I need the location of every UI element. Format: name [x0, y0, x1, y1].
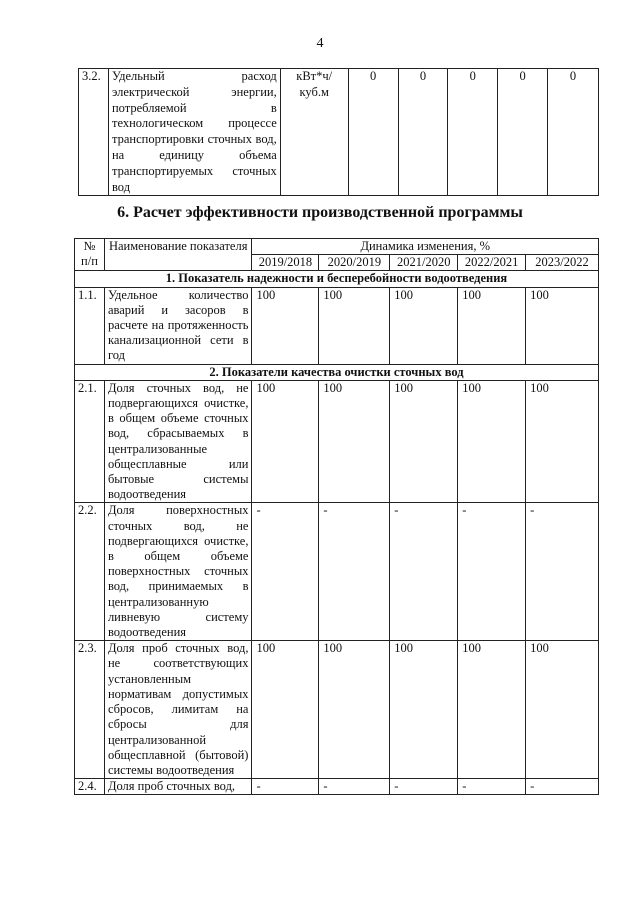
section-row [75, 271, 599, 287]
row-number: 1.1. [75, 287, 105, 364]
value-cell: 100 [319, 287, 390, 364]
row-number: 2.1. [75, 380, 105, 503]
value-cell: 0 [548, 69, 599, 196]
table-row [75, 287, 599, 364]
header-name: Наименование показателя [104, 239, 252, 271]
indicator-name: Доля сточных вод, не подвергающихся очистке, в общем объеме сточных вод, сбрасываемых в централизованные общесплавные или бытовые системы водоотведения [104, 380, 252, 503]
page-number: 4 [316, 36, 324, 51]
row-number: 3.2. [79, 69, 109, 196]
period-header: 2021/2020 [390, 255, 458, 271]
indicator-name: Доля проб сточных вод, [104, 779, 252, 795]
value-cell: - [526, 779, 599, 795]
value-cell: 100 [252, 641, 319, 779]
period-header: 2020/2019 [319, 255, 390, 271]
value-cell: 100 [458, 380, 526, 503]
table-row [79, 69, 599, 196]
table-row [75, 779, 599, 795]
unit-cell: кВт*ч/ куб.м [280, 69, 348, 196]
value-cell: - [319, 503, 390, 641]
value-cell: 100 [458, 641, 526, 779]
value-cell: - [390, 503, 458, 641]
section-heading: 1. Показатель надежности и бесперебойности водоотведения [75, 271, 599, 287]
table-row [75, 503, 599, 641]
value-cell: 0 [398, 69, 448, 196]
value-cell: 0 [448, 69, 498, 196]
section-title: 6. Расчет эффективности производственной программы [117, 204, 523, 221]
value-cell: 100 [526, 641, 599, 779]
header-num: № п/п [75, 239, 105, 271]
value-cell: 0 [498, 69, 548, 196]
period-header: 2019/2018 [252, 255, 319, 271]
value-cell: 0 [348, 69, 398, 196]
value-cell: - [458, 779, 526, 795]
section-heading: 2. Показатели качества очистки сточных вод [75, 364, 599, 380]
value-cell: 100 [526, 287, 599, 364]
indicator-name: Доля поверхностных сточных вод, не подвергающихся очистке, в общем объеме поверхностных сточных вод, принимаемых в централизованную ливневую систему водоотведения [104, 503, 252, 641]
value-cell: 100 [319, 380, 390, 503]
indicator-name: Удельный расход электрической энергии, потребляемой в технологическом процессе транспортировки сточных вод, на единицу объема транспортируемых сточных вод [108, 69, 280, 196]
value-cell: 100 [390, 287, 458, 364]
value-cell: 100 [252, 287, 319, 364]
value-cell: 100 [526, 380, 599, 503]
indicator-name: Удельное количество аварий и засоров в расчете на протяженность канализационной сети в год [104, 287, 252, 364]
value-cell: - [458, 503, 526, 641]
value-cell: 100 [390, 380, 458, 503]
value-cell: 100 [319, 641, 390, 779]
row-number: 2.4. [75, 779, 105, 795]
header-row [75, 239, 599, 255]
table-row [75, 641, 599, 779]
indicator-name: Доля проб сточных вод, не соответствующих установленным нормативам допустимых сбросов, лимитам на сбросы для централизованной общесплавной (бытовой) системы водоотведения [104, 641, 252, 779]
period-header: 2022/2021 [458, 255, 526, 271]
period-header: 2023/2022 [526, 255, 599, 271]
value-cell: 100 [252, 380, 319, 503]
value-cell: 100 [458, 287, 526, 364]
value-cell: - [252, 503, 319, 641]
value-cell: - [252, 779, 319, 795]
row-number: 2.2. [75, 503, 105, 641]
table-row [75, 380, 599, 503]
efficiency-table [74, 238, 599, 795]
section-row [75, 364, 599, 380]
row-number: 2.3. [75, 641, 105, 779]
value-cell: - [390, 779, 458, 795]
value-cell: - [526, 503, 599, 641]
value-cell: - [319, 779, 390, 795]
header-dynamics: Динамика изменения, % [252, 239, 599, 255]
top-table [78, 68, 599, 196]
value-cell: 100 [390, 641, 458, 779]
